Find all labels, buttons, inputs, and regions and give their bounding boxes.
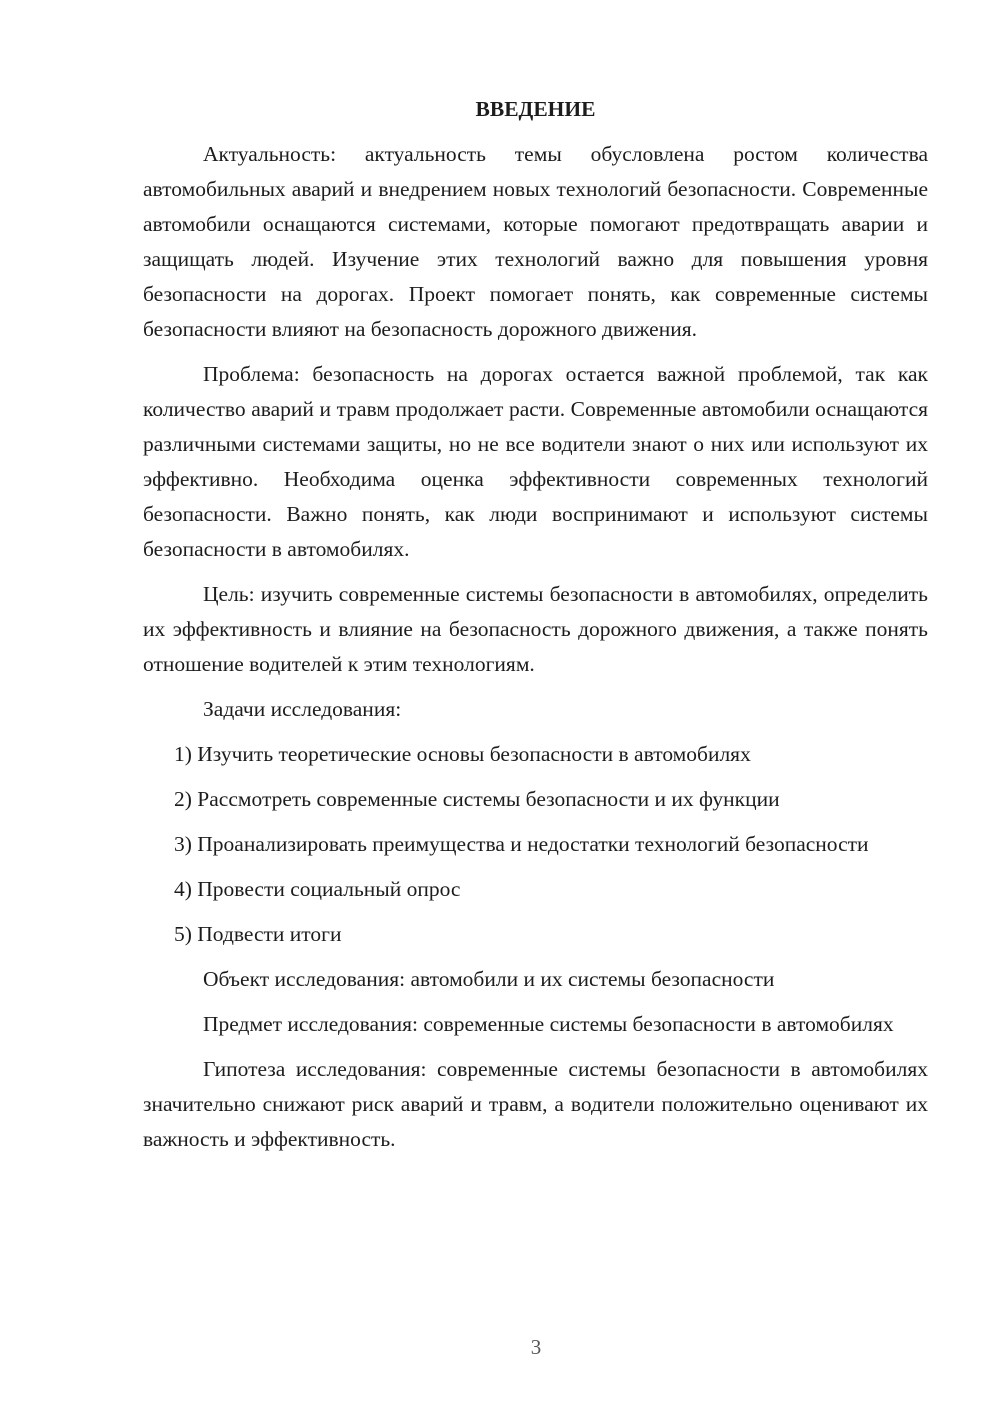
paragraph-problem: Проблема: безопасность на дорогах остается важной проблемой, так как количество аварий и травм продолжает расти. Современные автомобили оснащаются различными системами защиты, но не все водители знают о них или используют их эффективно. Необходима оценка эффективности современных технологий безопасности. Важно понять, как люди воспринимают и используют системы безопасности в автомобилях.	[143, 362, 928, 561]
task-item-3: 3) Проанализировать преимущества и недостатки технологий безопасности	[174, 832, 869, 856]
paragraph-relevance: Актуальность: актуальность темы обусловлена ростом количества автомобильных аварий и внедрением новых технологий безопасности. Современные автомобили оснащаются системами, которые помогают предотвращать аварии и защищать людей. Изучение этих технологий важно для повышения уровня безопасности на дорогах. Проект помогает понять, как современные системы безопасности влияют на безопасность дорожного движения.	[143, 142, 928, 341]
task-item-1: 1) Изучить теоретические основы безопасности в автомобилях	[174, 742, 751, 766]
page-content	[143, 92, 928, 1167]
paragraph-subject: Предмет исследования: современные системы безопасности в автомобилях	[203, 1012, 894, 1036]
task-item-2: 2) Рассмотреть современные системы безопасности и их функции	[174, 787, 780, 811]
paragraph-hypothesis: Гипотеза исследования: современные системы безопасности в автомобилях значительно снижают риск аварий и травм, а водители положительно оценивают их важность и эффективность.	[143, 1057, 928, 1151]
page-number: 3	[530, 1335, 542, 1359]
paragraph-goal: Цель: изучить современные системы безопасности в автомобилях, определить их эффективность и влияние на безопасность дорожного движения, а также понять отношение водителей к этим технологиям.	[143, 582, 928, 676]
task-item-4: 4) Провести социальный опрос	[174, 877, 461, 901]
paragraph-object: Объект исследования: автомобили и их системы безопасности	[203, 967, 775, 991]
section-heading: ВВЕДЕНИЕ	[475, 97, 596, 121]
task-item-5: 5) Подвести итоги	[174, 922, 342, 946]
tasks-title: Задачи исследования:	[203, 697, 402, 721]
